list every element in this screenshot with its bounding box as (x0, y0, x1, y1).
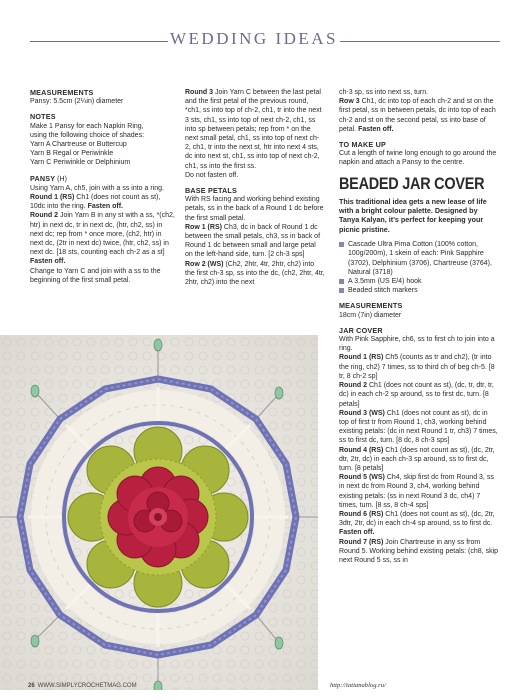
round-text: Ch1 (does not count as st), (dc, tr, dtr, tr, dc) in each ch-2 sp around, ss to first dc, turn. [8 petals] (339, 382, 494, 408)
jar-cover-lede: This traditional idea gets a new lease of life with a bright colour palette. Designed by Tanya Kalyan, it's perfect for keeping your picnic pristine. (339, 196, 487, 234)
row-label: Row 2 (WS) (185, 260, 224, 268)
jar-round (339, 446, 499, 474)
bullet-square-icon (339, 279, 344, 284)
round-text: Ch5 (counts as tr and ch2), (tr into the ring, ch2) 7 times, ss to third ch of beg ch-5. [8 tr, 8 ch-2 sp] (339, 354, 495, 380)
notes-heading: NOTES (30, 112, 56, 122)
crochet-doily-illustration (0, 335, 318, 690)
measurements-heading: MEASUREMENTS (30, 88, 94, 97)
pansy-heading (30, 174, 176, 184)
header-rule-left (30, 41, 168, 42)
make-up-heading: TO MAKE UP (339, 140, 386, 150)
row-text: Ch1, dc into top of each ch-2 and st on the first petal, ss in between petals, dc into top of each ch-2 and st on the second petal, ss into base of petal. (339, 98, 496, 133)
measurements-text: Pansy: 5.5cm (2¼in) diameter (30, 98, 124, 106)
materials-item (339, 277, 499, 286)
round-label: Round 1 (RS) (30, 194, 75, 202)
jar-cover-title: BEADED JAR COVER (339, 173, 485, 193)
jar-round (339, 409, 499, 446)
column-1 (30, 88, 176, 285)
base-petals-intro: With RS facing and working behind existing petals, ss in the back of a Round 1 dc before the first small petal. (185, 196, 324, 222)
base-petals-heading: BASE PETALS (185, 186, 237, 196)
notes-line: Yarn A Chartreuse or Buttercup (30, 141, 127, 149)
jar-measurements-heading: MEASUREMENTS (339, 301, 403, 311)
round-text: Ch4, skip first dc from Round 3, ss in next dc from Round 3, ch4, working behind existing petals: (ss in next Round 3 dc, ch4) 7 times, turn. [8 ss, 8 ch-4 sps] (339, 474, 494, 509)
jar-round (339, 538, 499, 566)
column-3 (339, 88, 499, 565)
page-header (0, 24, 525, 58)
watermark-url: http://tatianablog.ru/ (330, 682, 386, 689)
round-text: Join Chartreuse in any ss from Round 5. Working behind existing petals: (ch8, skip next Round 5 ss, ss in (339, 538, 499, 564)
change-yarn-text: Change to Yarn C and join with a ss to the beginning of the first small petal. (30, 267, 161, 284)
jar-round (339, 381, 499, 409)
materials-item (339, 286, 499, 295)
header-rule-right (340, 41, 500, 42)
pansy-heading-text: PANSY (30, 173, 56, 183)
column-2 (185, 88, 325, 287)
round-text: Ch1 (does not count as st), (dc, 2tr, 3dtr, 2tr, dc) in each ch-4 sp around, ss to first dc. (339, 510, 495, 528)
pansy-tag: (H) (55, 175, 67, 183)
round-label: Round 3 (185, 89, 213, 96)
round-label: Round 4 (RS) (339, 446, 384, 454)
round-text: Ch1 (does not count as st), (dc, 2tr, dtr, 2tr, dc) in each ch-3 sp around, ss to first dc, turn. [8 petals] (339, 446, 495, 472)
round-label: Round 2 (339, 382, 367, 390)
jar-cover-intro: With Pink Sapphire, ch6, ss to first ch to join into a ring. (339, 336, 495, 353)
jar-round (339, 510, 499, 538)
base-row-3 (339, 97, 499, 134)
notes-line: using the following choice of shades: (30, 131, 145, 139)
round-label: Round 1 (RS) (339, 354, 384, 362)
fasten-off: Fasten off. (30, 258, 66, 266)
pansy-round-2 (30, 211, 176, 257)
continued-text: ch-3 sp, ss into next ss, turn. (339, 89, 429, 96)
base-row-1 (185, 223, 325, 260)
pansy-round-3 (185, 88, 325, 171)
round-label: Round 5 (WS) (339, 474, 385, 482)
row-label: Row 3 (339, 98, 360, 106)
notes-line: Make 1 Pansy for each Napkin Ring, (30, 122, 144, 130)
notes-line: Yarn B Regal or Periwinkle (30, 150, 114, 158)
fasten-off: Fasten off. (87, 203, 123, 211)
do-not-fasten-off: Do not fasten off. (185, 171, 239, 179)
pansy-round-1 (30, 193, 176, 211)
site-url: WWW.SIMPLYCROCHETMAG.COM (37, 683, 137, 689)
bullet-square-icon (339, 242, 344, 247)
pansy-intro: Using Yarn A, ch5, join with a ss into a ring. (30, 184, 164, 192)
materials-text: Cascade Ultra Pima Cotton (100% cotton, 100g/200m), 1 skein of each: Pink Sapphire (3702), Delphinium (3706), Chartreuse (3764), Natural (3718) (348, 241, 492, 276)
row-text: Ch3, dc in back of Round 1 dc between the small petals, ch3, ss in back of Round 1 dc between small and large petal on the left-hand side, turn. [2 ch-3 sps] (185, 223, 321, 259)
jar-cover-photo (0, 335, 318, 690)
jar-round (339, 473, 499, 510)
fasten-off: Fasten off. (358, 125, 394, 133)
jar-measurements-text: 18cm (7in) diameter (339, 311, 402, 319)
fasten-off: Fasten off. (339, 529, 375, 537)
round-text: Ch1 (does not count as st), dc in top of first tr from Round 1, ch3, working behind existing petals: (dc in next Round 1 tr, ch3) 7 times, ss to first dc, turn. [8 dc, 8 ch-3 sps] (339, 409, 498, 445)
notes-line: Yarn C Periwinkle or Delphinium (30, 159, 131, 167)
section-title: WEDDING IDEAS (170, 29, 339, 48)
page-footer (28, 683, 137, 689)
bullet-square-icon (339, 288, 344, 293)
materials-text: Beaded stitch markers (348, 287, 418, 295)
base-row-2 (185, 260, 325, 288)
materials-item (339, 240, 499, 277)
round-text: Join Yarn C between the last petal and the first petal of the previous round, *ch1, ss into top of ch-2, ch1, tr into the next 3 sts, ch1, ss into top of next ch-2, ch1, ss into sp between petals; rep from * on the next small petal, ch1, ss into top of next ch-2, ch1, tr into the next st, htr into next 4 sts, dc into next st, ch1, ss into top of next ch-2, ch1, ss into the first ss. (185, 89, 322, 170)
jar-round (339, 353, 499, 381)
row-text: (Ch2, 2htr, 4tr, 2htr, ch2) into the first ch-3 sp, ss into the dc, (ch2, 2htr, 4tr, 2htr, ch2) into the next (185, 260, 325, 287)
round-label: Round 6 (RS) (339, 510, 384, 518)
round-text: Ch1 (does not count as st), 10dc into the ring. (30, 194, 161, 211)
round-text: Join Yarn B in any st with a ss, *(ch2, htr) in next dc, tr in next dc, (htr, ch2, ss) in next dc; rep from * once more, (ch2, htr) in next dc, (2tr in next dc) twice, (htr, ch2, ss) in next dc. [18 sts, counting each ch-2 as a st] (30, 212, 175, 257)
materials-text: A 3.5mm (US E/4) hook (348, 278, 422, 286)
round-label: Round 7 (RS) (339, 538, 384, 546)
make-up-text: Cut a length of twine long enough to go around the napkin and attach a Pansy to the centre. (339, 150, 497, 167)
row-label: Row 1 (RS) (185, 223, 222, 231)
round-label: Round 2 (30, 212, 58, 220)
page-number: 26 (28, 683, 35, 689)
jar-cover-heading: JAR COVER (339, 325, 383, 335)
round-label: Round 3 (WS) (339, 409, 385, 417)
